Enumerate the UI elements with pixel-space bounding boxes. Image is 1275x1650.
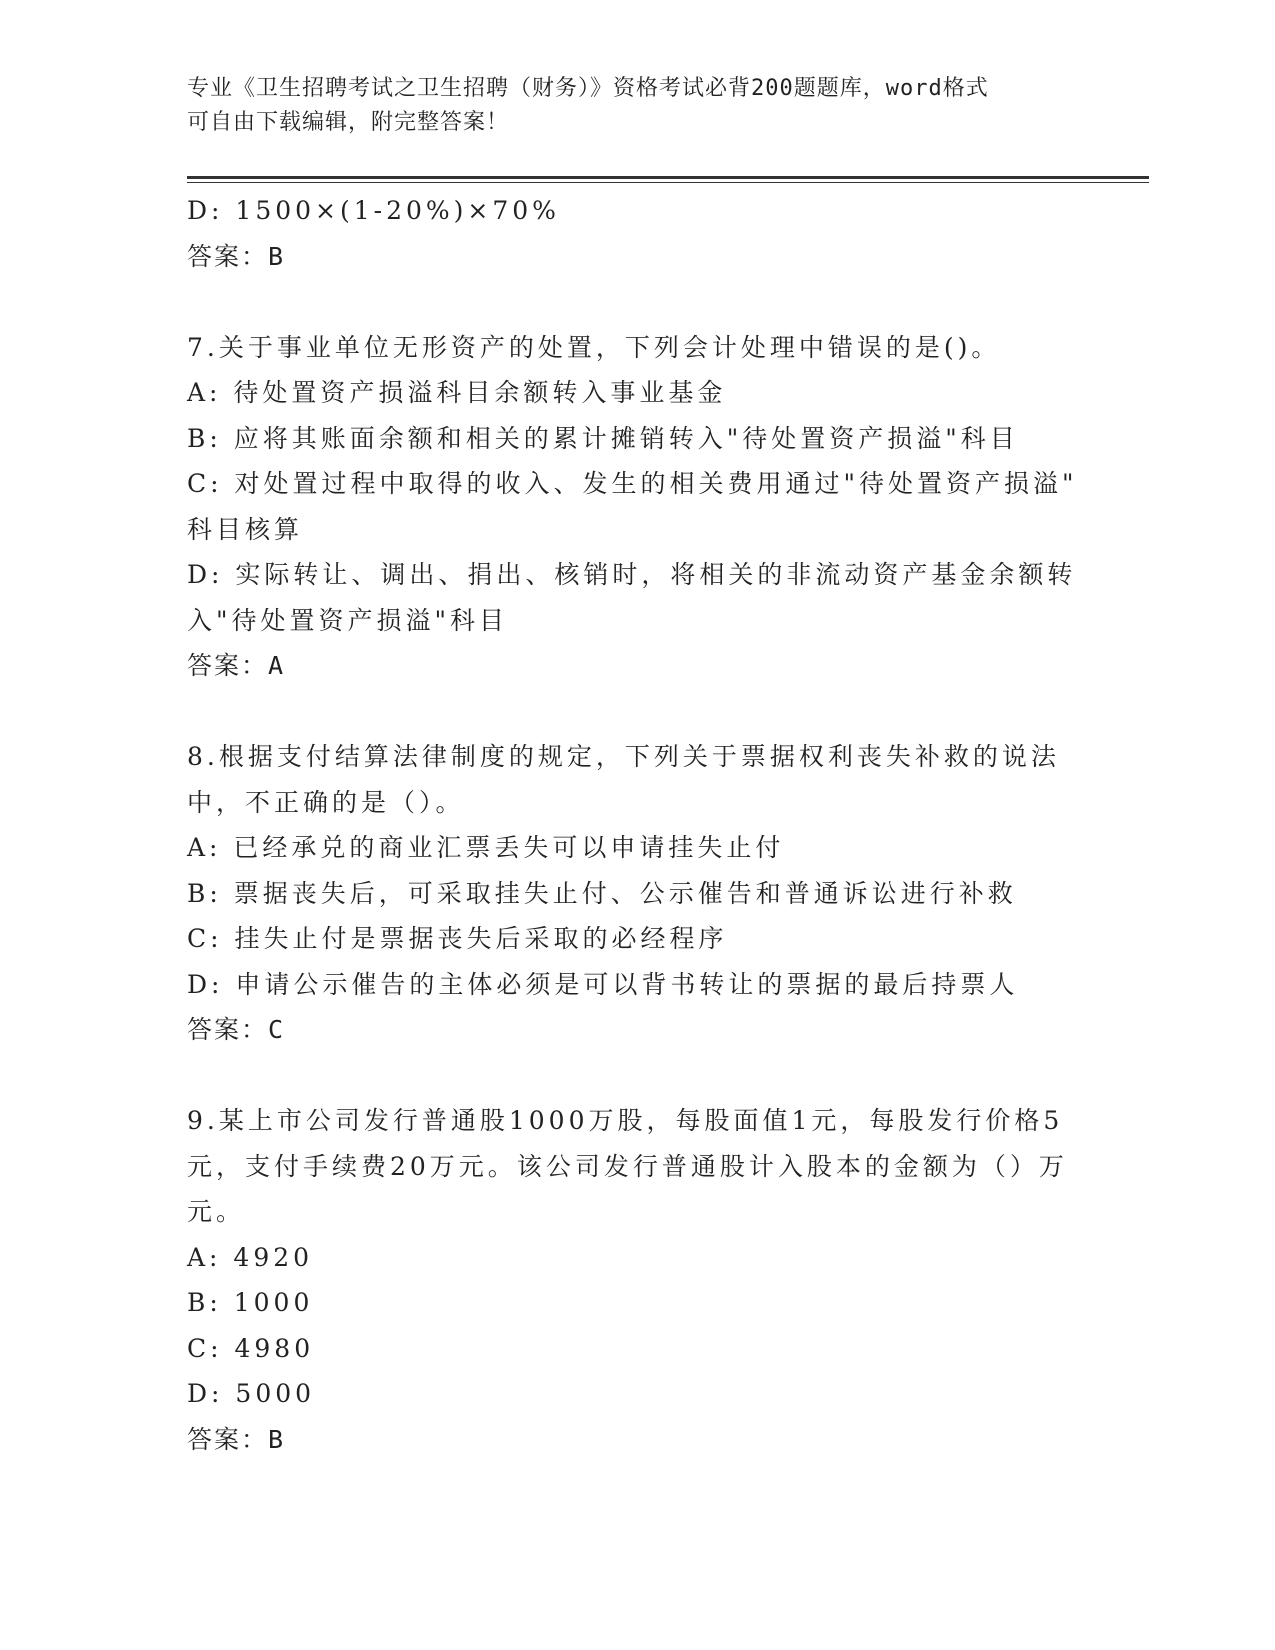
question-8: [187, 734, 1087, 1053]
question-stem: 9.某上市公司发行普通股1000万股，每股面值1元，每股发行价格5: [187, 1106, 1064, 1135]
option-c: C: 对处置过程中取得的收入、发生的相关费用通过"待处置资产损溢": [187, 469, 1078, 498]
question-answer: 答案：B: [187, 1424, 286, 1454]
spacer: [187, 279, 1087, 325]
spacer: [187, 1053, 1087, 1099]
question-answer: 答案：A: [187, 651, 286, 680]
option-d: D: 5000: [187, 1379, 316, 1408]
option-b: B: 票据丧失后，可采取挂失止付、公示催告和普通诉讼进行补救: [187, 878, 1017, 908]
question-answer: 答案：C: [187, 1015, 286, 1044]
option-a: A: 已经承兑的商业汇票丢失可以申请挂失止付: [187, 833, 785, 862]
question-stem: 7.关于事业单位无形资产的处置，下列会计处理中错误的是()。: [187, 332, 1001, 362]
page-header: [187, 72, 1067, 140]
header-title-line-2: 可自由下载编辑，附完整答案！: [187, 110, 510, 135]
question-stem-continued: 元。: [187, 1197, 246, 1226]
header-divider-thick: [187, 176, 1149, 179]
option-a: A: 待处置资产损溢科目余额转入事业基金: [187, 378, 727, 407]
option-d-continued: 入"待处置资产损溢"科目: [187, 605, 508, 635]
question-9: [187, 1098, 1087, 1462]
question-7: [187, 325, 1087, 689]
option-a: A: 4920: [187, 1242, 314, 1272]
question-content: [187, 188, 1087, 1462]
option-c: C: 挂失止付是票据丧失后采取的必经程序: [187, 924, 728, 953]
option-d: D: 申请公示催告的主体必须是可以背书转让的票据的最后持票人: [187, 969, 1019, 999]
question-stem-continued: 中，不正确的是（）。: [187, 787, 465, 817]
question-stem: 8.根据支付结算法律制度的规定，下列关于票据权利丧失补救的说法: [187, 742, 1060, 771]
prev-question-answer: 答案：B: [187, 241, 286, 271]
spacer: [187, 689, 1087, 735]
option-d: D: 实际转让、调出、捐出、核销时，将相关的非流动资产基金余额转: [187, 560, 1077, 589]
option-b: B: 1000: [187, 1288, 314, 1317]
option-b: B: 应将其账面余额和相关的累计摊销转入"待处置资产损溢"科目: [187, 423, 1019, 453]
header-title-line-1: 专业《卫生招聘考试之卫生招聘（财务）》资格考试必背200题题库，word格式: [187, 76, 989, 101]
question-stem-continued: 元，支付手续费20万元。该公司发行普通股计入股本的金额为（）万: [187, 1151, 1068, 1181]
option-c: C: 4980: [187, 1333, 315, 1363]
prev-question-option-d: D: 1500×(1-20%)×70%: [187, 196, 560, 225]
option-c-continued: 科目核算: [187, 514, 304, 544]
header-divider-thin: [187, 182, 1149, 183]
